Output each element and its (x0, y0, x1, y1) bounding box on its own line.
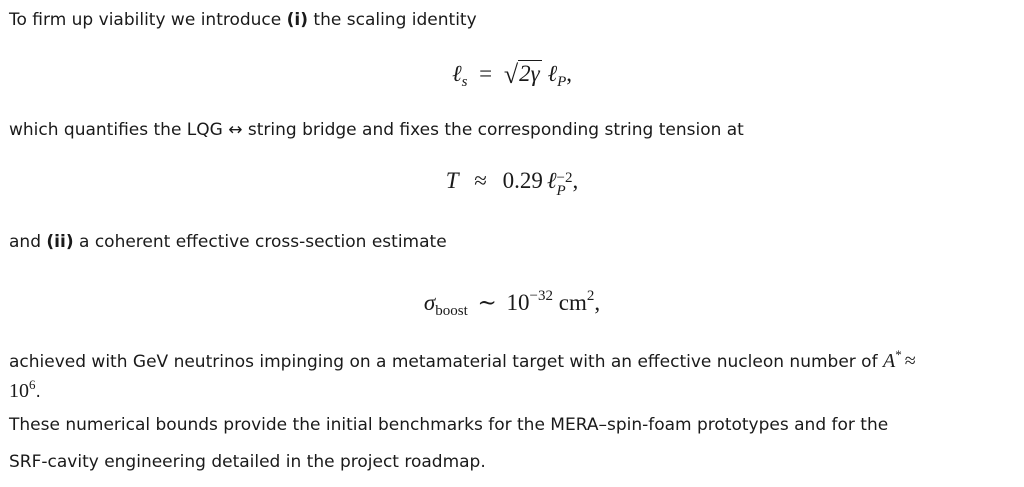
eq3-end: , (594, 290, 601, 315)
nucleon-star: * (895, 347, 902, 362)
eq1-sqrt (504, 58, 542, 91)
intro-text-after: the scaling identity (308, 10, 477, 30)
nucleon-number-math (882, 347, 916, 372)
intro-text-before: To firm up viability we introduce (9, 10, 287, 30)
eq1-relation: = (479, 61, 493, 86)
neutrinos-text: achieved with GeV neutrinos impinging on a metamaterial target with an effective nucleon number of (9, 352, 878, 372)
nucleon-symbol: A (882, 350, 896, 372)
paragraph-bridge (9, 118, 744, 143)
benchmarks-line2: SRF-cavity engineering detailed in the project roadmap. (9, 452, 486, 472)
nucleon-value-exponent: 6 (29, 377, 36, 392)
eq1-radicand: 2γ (519, 61, 540, 86)
equation-string-tension (0, 165, 1024, 198)
cross-section-text-before: and (9, 232, 47, 252)
benchmarks-line1: These numerical bounds provide the initial benchmarks for the MERA–spin-foam prototypes and for the (9, 415, 889, 435)
paragraph-cross-section (9, 230, 447, 255)
eq3-unit-exponent: 2 (586, 288, 595, 304)
eq1-lhs: ℓ (451, 61, 462, 86)
eq2-exponent: −2 (556, 170, 573, 186)
bridge-text: which quantifies the LQG ↔ string bridge and fixes the corresponding string tension at (9, 120, 744, 140)
paragraph-intro (9, 8, 477, 33)
eq1-rhs: ℓ (547, 61, 558, 86)
eq2-subsup (557, 172, 573, 198)
eq3-base: 10 (506, 290, 530, 315)
nucleon-value-end: . (35, 382, 41, 402)
eq3-unit: cm (558, 290, 587, 315)
eq1-end: , (566, 61, 573, 86)
nucleon-value-base: 10 (9, 380, 29, 402)
eq2-relation: ≈ (474, 168, 487, 193)
paragraph-neutrinos (9, 342, 916, 375)
eq1-radical-sign: √ (503, 60, 519, 89)
eq3-relation: ∼ (477, 290, 497, 315)
paragraph-neutrinos-line2 (9, 372, 41, 405)
marker-i: (i) (286, 10, 309, 30)
eq3-lhs-sub: boost (435, 303, 468, 319)
eq1-lhs-sub: s (461, 74, 468, 90)
eq2-coefficient: 0.29 (502, 168, 543, 193)
nucleon-relation: ≈ (904, 350, 916, 372)
eq2-lhs: T (445, 168, 459, 193)
eq1-rhs-sub: P (557, 74, 567, 90)
eq2-subscript: P (556, 183, 566, 199)
eq3-lhs: σ (423, 290, 436, 315)
cross-section-text-after: a coherent effective cross-section estimate (73, 232, 447, 252)
eq3-exponent: −32 (529, 288, 553, 304)
nucleon-value-math (9, 377, 36, 402)
equation-cross-section (0, 280, 1024, 327)
paragraph-benchmarks (9, 413, 888, 438)
equation-scaling-identity (0, 58, 1024, 98)
paragraph-benchmarks-line2 (9, 450, 486, 475)
marker-ii: (ii) (46, 232, 74, 252)
eq2-variable: ℓ (546, 168, 557, 193)
eq2-end: , (572, 168, 579, 193)
